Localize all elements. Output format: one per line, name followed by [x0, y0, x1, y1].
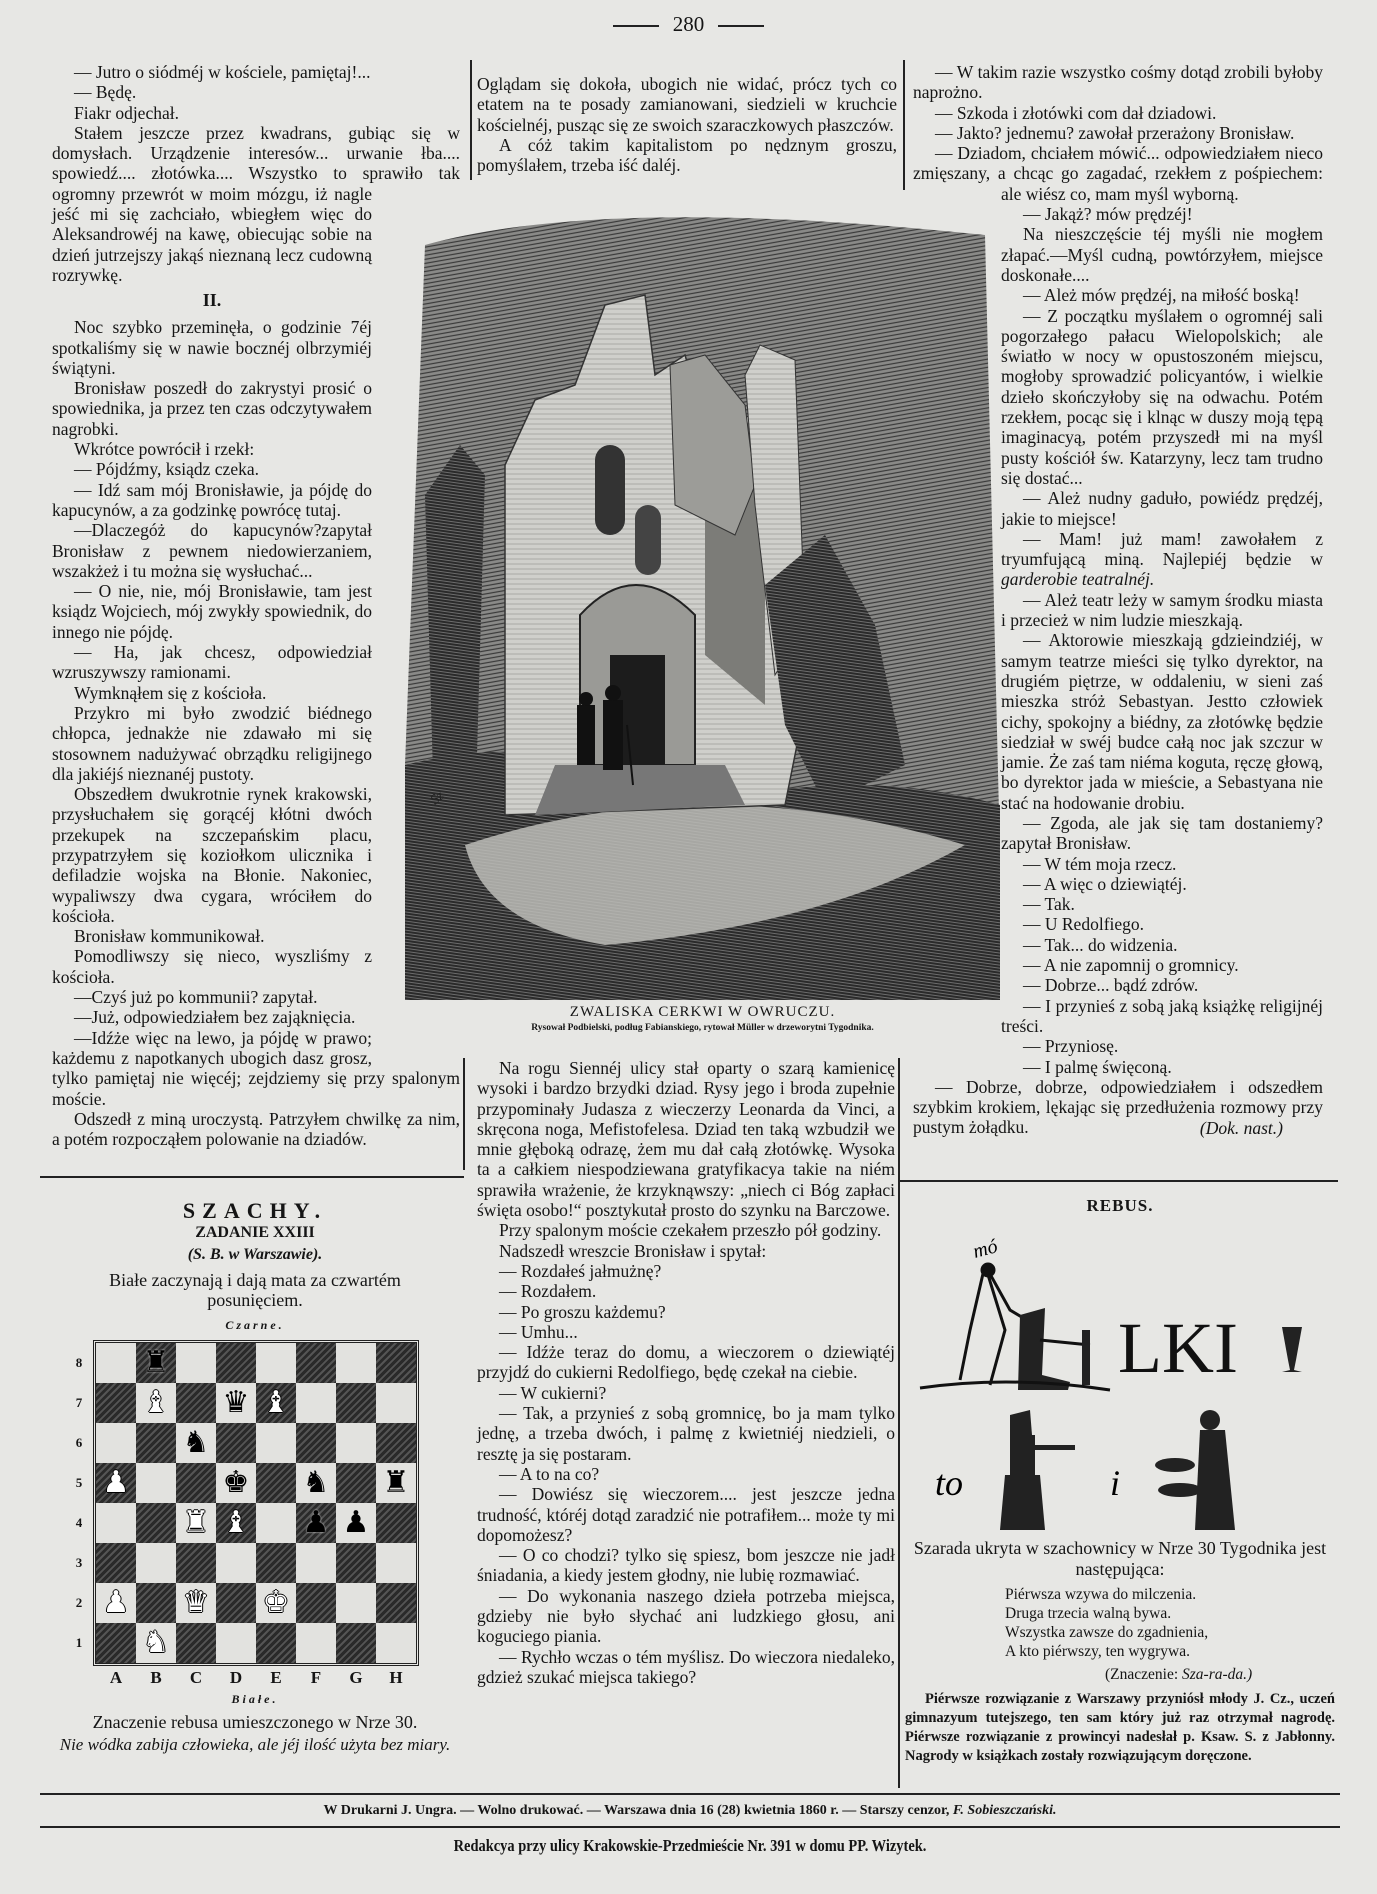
chess-square-a2 — [96, 1583, 136, 1623]
chess-square-d3 — [216, 1543, 256, 1583]
engraving-image — [405, 205, 1000, 1000]
paragraph-text: — Jakto? jednemu? zawołał przerażony Bronisław. — [935, 122, 1295, 143]
paragraph-text: Noc szybko przeminęła, o godzinie 7éj spotkaliśmy się w nawie bocznéj olbrzymiéj świątyni. — [52, 317, 372, 378]
paragraph-text: — Tak... do widzenia. — [1023, 934, 1178, 955]
rebus-word-i: i — [1110, 1463, 1121, 1503]
paragraph-text: — Tak, a przynieś z sobą gromnicę, bo ja mam tylko jednę, a trzeba dwóch, i palmę z kwietniéj niedzieli, o resztę ja się postaram. — [477, 1403, 895, 1464]
paragraph-text: — I palmę święconą. — [1023, 1056, 1172, 1077]
paragraph — [477, 1302, 895, 1322]
white-side-label: Białe. — [231, 1692, 279, 1706]
paragraph-text: — Rozdałem. — [499, 1281, 597, 1302]
paragraph-text: — Ależ mów prędzéj, na miłość boską! — [1023, 285, 1300, 306]
chess-square-g5 — [336, 1463, 376, 1503]
paragraph — [52, 103, 460, 123]
rank-label: 4 — [75, 1515, 83, 1530]
paragraph — [52, 1109, 460, 1150]
paragraph-text: — I przynieś z sobą jaką książkę religijnéj treści. — [1001, 995, 1323, 1036]
rank-label: 8 — [75, 1355, 83, 1370]
page-number-text: 280 — [672, 12, 705, 36]
rank-label: 1 — [75, 1635, 83, 1650]
paragraph-text: Przykro mi było zwodzić biédnego chłopca, jednakże nie zdawało mi się stosownem nadużywać obrządku religijnego dla jakiéjś nieznanéj pustoty. — [52, 702, 372, 784]
paragraph — [477, 1545, 895, 1586]
paragraph-text: — Idźże teraz do domu, a wieczorem o dziewiątéj przyjdź do cukierni Redolfiego, będę czekał na ciebie. — [477, 1342, 895, 1383]
charade-answer-label: (Znaczenie: — [1105, 1666, 1183, 1683]
continued-note: (Dok. nast.) — [1199, 1117, 1283, 1138]
chess-square-d8 — [216, 1343, 256, 1383]
paragraph-text: Fiakr odjechał. — [74, 102, 179, 123]
paragraph-text: Obszedłem dwukrotnie rynek krakowski, przysłuchałem się gorącéj kłótni dwóch przekupek na szczepańskim placu, przypatrzyłem się koziołkom ulicznika i defiladzie wojska na Błonie. Nakoniec, wypaliwszy dwa cygara, wróciłem do kościoła. — [52, 784, 372, 926]
paragraph — [477, 135, 897, 176]
paragraph — [52, 62, 460, 82]
boot-icon — [1018, 1308, 1070, 1390]
middle-column-top — [477, 74, 897, 175]
chess-square-c5 — [176, 1463, 216, 1503]
chess-piece-black-queen-icon: ♛ — [222, 1385, 250, 1420]
paragraph-text: — Pójdźmy, ksiądz czeka. — [74, 459, 259, 480]
chess-square-d7 — [216, 1383, 256, 1423]
rank-label: 2 — [75, 1595, 83, 1610]
chess-square-c2 — [176, 1583, 216, 1623]
poem-line: A kto piérwszy, ten wygrywa. — [1005, 1643, 1190, 1660]
chess-square-a6 — [96, 1423, 136, 1463]
paragraph-text: — Szkoda i złotówki com dał dziadowi. — [935, 102, 1217, 123]
chess-square-d6 — [216, 1423, 256, 1463]
paragraph — [913, 62, 1323, 103]
chess-problem-number: ZADANIE XXIII — [195, 1224, 315, 1241]
paragraph — [477, 1281, 895, 1301]
chess-square-b3 — [136, 1543, 176, 1583]
solvers-notice: Piérwsze rozwiązanie z Warszawy przyniósł młody J. Cz., uczeń gimnazyum tutejszego, ten sam który już raz otrzymał nagrodę. Piérwsze rozwiązanie z prowincyi nadesłał p. Ksaw. S. z Jabłonny. Nagrody w książkach zostały rozwiązującym doręczone. — [905, 1691, 1335, 1764]
chess-square-e2 — [256, 1583, 296, 1623]
rebus-label-top: mó — [970, 1235, 1000, 1263]
paragraph-text: — A nie zapomnij o gromnicy. — [1023, 955, 1239, 976]
chess-square-h3 — [376, 1543, 416, 1583]
file-label: H — [389, 1668, 403, 1687]
engraver-signature: Sz — [427, 788, 448, 809]
paragraph — [477, 1241, 895, 1261]
paragraph-text: Na nieszczęście téj myśli nie mogłem złapać.—Myśl cudną, powtórzyłem, miejsce doskonałe.... — [1001, 224, 1323, 285]
paragraph-text: — Ha, jak chcesz, odpowiedział wzruszywszy ramionami. — [52, 642, 372, 683]
chess-square-e4 — [256, 1503, 296, 1543]
section-heading: II. — [202, 290, 222, 311]
paragraph-text: — Do wykonania naszego dzieła potrzeba miejsca, gdzieby nie było słychać ani ludzkiego głosu, ani koguciego piania. — [477, 1585, 895, 1647]
chess-piece-black-king-icon: ♚ — [222, 1465, 250, 1500]
paragraph-text: Wkrótce powrócił i rzekł: — [74, 439, 255, 460]
paragraph — [477, 1261, 895, 1281]
chess-square-b8 — [136, 1343, 176, 1383]
chess-square-f3 — [296, 1543, 336, 1583]
column-rule — [898, 1058, 900, 1788]
paragraph-text: Bronisław kommunikował. — [74, 926, 265, 947]
chess-square-d4 — [216, 1503, 256, 1543]
paragraph-text: A cóż takim kapitalistom po nędznym groszu, pomyślałem, trzeba iść daléj. — [477, 134, 897, 176]
chess-square-d5 — [216, 1463, 256, 1503]
paragraph-text: — A więc o dziewiątéj. — [1023, 873, 1187, 894]
chess-square-b2 — [136, 1583, 176, 1623]
chess-square-e6 — [256, 1423, 296, 1463]
window — [635, 505, 661, 575]
paragraph-text: Wymknąłem się z kościoła. — [74, 682, 267, 703]
chess-square-h8 — [376, 1343, 416, 1383]
charade-intro: Szarada ukryta w szachownicy w Nrze 30 Tygodnika jest następująca: — [913, 1538, 1327, 1579]
paragraph-text: — Aktorowie mieszkają gdzieindziéj, w samym teatrze mieści się tylko dyrektor, na drugiém piętrze, w oddaleniu, w sieni zaś mieszka stróż Sebastyan. Jestto człowiek cichy, spokojny a biédny, za złotówkę będzie siedział w swéj budce całą noc jak szczur w jamie. Że zaś tam niéma koguta, ręczę głową, bo dyrektor jada w mieście, a Sebastyana nie stać na hodowanie drobiu. — [1001, 630, 1323, 813]
chess-piece-white-bishop-icon: ♝ — [222, 1505, 250, 1540]
chess-instruction: Białe zaczynają i dają mata za czwartém posunięciem. — [109, 1270, 401, 1310]
chess-square-f4 — [296, 1503, 336, 1543]
chess-square-g8 — [336, 1343, 376, 1383]
chess-piece-white-pawn-icon: ♟ — [102, 1465, 130, 1500]
chess-square-e1 — [256, 1623, 296, 1663]
paragraph-text: —Już, odpowiedziałem bez zająknięcia. — [74, 1007, 356, 1028]
paragraph-text: Nadszedł wreszcie Bronisław i spytał: — [499, 1240, 767, 1261]
chess-square-h5 — [376, 1463, 416, 1503]
rebus-title: REBUS. — [1086, 1196, 1154, 1215]
chess-square-h7 — [376, 1383, 416, 1423]
poem-line: Wszystka zawsze do zgadnienia, — [1005, 1624, 1209, 1641]
paragraph-text: — Ależ teatr leży w samym środku miasta i przecież w nim ludzie mieszkają. — [1001, 589, 1323, 631]
paragraph-text: — Dobrze... bądź zdrów. — [1023, 975, 1199, 996]
chess-square-e5 — [256, 1463, 296, 1503]
chess-problem-author: (S. B. w Warszawie). — [187, 1246, 323, 1263]
paragraph-text: — Dowiész się wieczorem.... jest jeszcze jedna trudność, któréj dotąd zaradzić nie potrafiłem... może ty mi dopomożesz? — [477, 1484, 895, 1545]
paragraph-text: Stałem jeszcze przez kwadrans, gubiąc się w domysłach. Urządzenie interesów... urwanie łba.... spowiedź.... złotówka.... Wszystko to sprawiło tak ogromny przewrót w moim mózgu, iż nagle jeść mi się zachciało, wbiegłem więc do Aleksandrowéj na kawę, obiecując sobie na dzień jutrzejszy jakąś nieznaną lecz cudowną rozrywkę. — [52, 122, 460, 285]
monk-with-tray-icon — [1155, 1410, 1235, 1530]
chess-square-e7 — [256, 1383, 296, 1423]
paragraph-text: —Dlaczegóż do kapucynów?zapytał Bronisław z pewnem niedowierzaniem, wszakżeż i tu można się wysłuchać... — [52, 520, 372, 581]
wine-glass-icon — [1282, 1327, 1302, 1372]
paragraph-text: Na rogu Siennéj ulicy stał oparty o szarą kamienicę wysoki i bardzo brzydki dziad. Rysy jego i broda zupełnie przypominały Judasza z wieczerzy Leonarda da Vinci, a skręcona noga, Mefistofelesa. Dziad ten taką wzbudził we mnie głęboką odrazę, żem mu dał całą złotówkę. Wysoka ta a całkiem niespodziewana gratyfikacya takie na niém sprawiła wrażenie, że krzyknąwszy: „niech ci Bóg zapłaci święta osobo!“ posztykutał prosto do szynku na Barczowe. — [477, 1058, 895, 1221]
paragraph-text: — U Redolfiego. — [1023, 914, 1145, 935]
column-rule — [463, 1058, 465, 1170]
chess-square-h4 — [376, 1503, 416, 1543]
file-label: A — [109, 1668, 123, 1687]
paragraph — [913, 103, 1323, 123]
window — [595, 445, 625, 535]
section-rule — [898, 1180, 1338, 1182]
chess-piece-black-knight-icon: ♞ — [182, 1425, 210, 1460]
file-label: D — [229, 1668, 243, 1687]
paragraph-text: Odszedł z miną uroczystą. Patrzyłem chwilkę za nim, a potém rozpocząłem polowanie na dziadów. — [52, 1108, 460, 1150]
chess-square-c8 — [176, 1343, 216, 1383]
chess-square-c4 — [176, 1503, 216, 1543]
chess-square-a5 — [96, 1463, 136, 1503]
chess-piece-white-bishop-icon: ♝ — [142, 1385, 170, 1420]
file-label: B — [150, 1668, 162, 1687]
woman-with-tray-icon — [1000, 1410, 1075, 1530]
chess-square-f2 — [296, 1583, 336, 1623]
paragraph-text: — Po groszu każdemu? — [499, 1301, 666, 1322]
chess-square-b4 — [136, 1503, 176, 1543]
chess-square-f7 — [296, 1383, 336, 1423]
section-rule — [40, 1793, 1340, 1795]
chess-square-d2 — [216, 1583, 256, 1623]
illustration-credit: Rysował Podbielski, podług Fabianskiego, rytował Müller w drzeworytni Tygodnika. — [531, 1023, 874, 1033]
chess-square-g3 — [336, 1543, 376, 1583]
rank-label: 7 — [75, 1395, 83, 1410]
illustration-ruined-church — [405, 205, 1000, 1000]
chess-piece-black-rook-icon: ♜ — [382, 1465, 410, 1500]
paragraph-text: — O co chodzi? tylko się spiesz, bom jeszcze nie jadł śniadania, a kiedy jestem głodny, nie lubię rozmawiać. — [477, 1545, 895, 1586]
paragraph — [477, 1647, 895, 1688]
chess-square-h1 — [376, 1623, 416, 1663]
chess-board — [93, 1340, 419, 1666]
censor-name: F. Sobieszczański. — [952, 1803, 1057, 1818]
chess-square-g4 — [336, 1503, 376, 1543]
paragraph — [913, 123, 1323, 143]
paragraph-text: — Tak. — [1023, 894, 1075, 915]
chess-piece-black-pawn-icon: ♟ — [342, 1505, 370, 1540]
imprint-text: W Drukarni J. Ungra. — Wolno drukować. — Warszawa dnia 16 (28) kwietnia 1860 r. — Starszy cenzor, — [323, 1803, 953, 1818]
paragraph — [477, 1403, 895, 1464]
chess-piece-black-pawn-icon: ♟ — [302, 1505, 330, 1540]
chess-square-e8 — [256, 1343, 296, 1383]
divider — [613, 25, 659, 27]
left-column — [52, 62, 460, 1149]
chess-square-a8 — [96, 1343, 136, 1383]
paragraph — [477, 1464, 895, 1484]
chess-square-e3 — [256, 1543, 296, 1583]
chess-square-a1 — [96, 1623, 136, 1663]
file-label: F — [310, 1668, 322, 1687]
chess-piece-white-queen-icon: ♛ — [182, 1585, 210, 1620]
paragraph-text: — Rozdałeś jałmużnę? — [499, 1260, 662, 1281]
paragraph-text: — Będę. — [74, 82, 137, 103]
paragraph-text: — Ależ nudny gaduło, powiédz prędzéj, jakie to miejsce! — [1001, 488, 1323, 529]
paragraph-text: Oglądam się dokoła, ubogich nie widać, prócz tych co etatem na te posady zamianowani, siedzieli w kruchcie kościelnéj, pusząc się ze swoich szaraczkowych płaszczów. — [477, 74, 897, 135]
paragraph-text: Pomodliwszy się nieco, wyszliśmy z kościoła. — [52, 946, 372, 987]
chess-square-g1 — [336, 1623, 376, 1663]
file-label: G — [349, 1668, 363, 1687]
chess-square-f6 — [296, 1423, 336, 1463]
illustration-caption: ZWALISKA CERKWI W OWRUCZU. — [569, 1004, 836, 1020]
rebus-answer-title: Znaczenie rebusa umieszczonego w Nrze 30. — [92, 1712, 418, 1732]
paragraph-italic-text: garderobie teatralnéj. — [1001, 569, 1155, 590]
paragraph-text: — Przyniosę. — [1023, 1036, 1119, 1057]
bootjack-post-icon — [1082, 1330, 1090, 1385]
chess-piece-black-rook-icon: ♜ — [142, 1345, 170, 1380]
imprint-line — [40, 1803, 1340, 1819]
paragraph — [477, 74, 897, 135]
chess-piece-white-bishop-icon: ♝ — [262, 1385, 290, 1420]
poem-line: Piérwsza wzywa do milczenia. — [1005, 1586, 1197, 1603]
charade-answer — [1105, 1666, 1252, 1684]
paragraph — [477, 1586, 895, 1647]
paragraph-text: — Zgoda, ale jak się tam dostaniemy? zapytał Bronisław. — [1001, 812, 1323, 854]
file-label: C — [189, 1668, 203, 1687]
ruined-wall-left — [425, 445, 485, 845]
chess-title: SZACHY. — [182, 1198, 328, 1223]
chess-square-g7 — [336, 1383, 376, 1423]
rank-label: 6 — [75, 1435, 83, 1450]
chess-square-f8 — [296, 1343, 336, 1383]
editorial-address: Redakcya przy ulicy Krakowskie-Przedmieście Nr. 391 w domu PP. Wizytek. — [453, 1836, 927, 1855]
paragraph — [477, 1058, 895, 1220]
paragraph-text: — W takim razie wszystko cośmy dotąd zrobili byłoby naprożno. — [913, 62, 1323, 103]
paragraph-text: — W tém moja rzecz. — [1023, 853, 1177, 874]
paragraph — [477, 1484, 895, 1545]
section-rule — [40, 1176, 464, 1178]
section-rule — [40, 1826, 1340, 1828]
chess-square-b1 — [136, 1623, 176, 1663]
paragraph-text: — Z początku myślałem o ogromnéj sali pogorzałego pałacu Wielopolskich; ale światło w nocy w opustoszoném miejscu, mogłoby sprowadzić policyantów, i wielkie dzieło skończyłoby się na odwachu. Potém rzekłem, pocąc się i klnąc w duszy moją tępą imaginacyą, potém przyszedł mi na myśl pusty kościół św. Katarzyny, lecz tam trudno się dostać... — [1001, 305, 1323, 488]
paragraph-text: — A to na co? — [499, 1463, 600, 1484]
chess-piece-white-knight-icon: ♞ — [142, 1625, 170, 1660]
paragraph — [477, 1383, 895, 1403]
rebus-picture — [910, 1220, 1340, 1530]
paragraph — [477, 1220, 895, 1240]
chess-square-f1 — [296, 1623, 336, 1663]
chess-piece-white-pawn-icon: ♟ — [102, 1585, 130, 1620]
chess-square-h2 — [376, 1583, 416, 1623]
chess-square-a4 — [96, 1503, 136, 1543]
paragraph — [52, 82, 460, 102]
file-label: E — [270, 1668, 282, 1687]
chess-square-a7 — [96, 1383, 136, 1423]
paragraph-text: — Idź sam mój Bronisławie, ja pójdę do kapucynów, a za godzinkę powrócę tutaj. — [52, 479, 372, 520]
chess-square-b6 — [136, 1423, 176, 1463]
rank-label: 5 — [75, 1475, 83, 1490]
chess-square-d1 — [216, 1623, 256, 1663]
column-rule — [903, 60, 905, 190]
chess-square-c1 — [176, 1623, 216, 1663]
charade-poem — [1005, 1585, 1208, 1661]
paragraph-text: — O nie, nie, mój Bronisławie, tam jest ksiądz Wojciech, mój zwykły spowiednik, do innego nie pójdę. — [52, 581, 372, 642]
middle-column-bottom — [477, 1058, 895, 1687]
page-number — [0, 12, 1377, 37]
black-side-label: Czarne. — [225, 1318, 285, 1332]
paragraph-text: — Dobrze, dobrze, odpowiedziałem i odszedłem szybkim krokiem, lękając się przedłużenia rozmowy przy pustym żołądku. — [913, 1076, 1323, 1138]
column-rule — [470, 60, 472, 180]
chess-square-c7 — [176, 1383, 216, 1423]
chess-square-f5 — [296, 1463, 336, 1503]
rebus-word-to: to — [935, 1463, 964, 1503]
paragraph-text: — Jutro o siódméj w kościele, pamiętaj!... — [74, 62, 371, 82]
poem-line: Druga trzecia walną bywa. — [1005, 1605, 1172, 1622]
chess-square-b5 — [136, 1463, 176, 1503]
paragraph-text: —Idźże więc na lewo, ja pójdę w prawo; każdemu z napotkanych ubogich dasz grosz, tylko pamiętaj nie więcéj; zejdziemy się przy spalonym moście. — [52, 1027, 460, 1109]
paragraph-text: — Jakąż? mów prędzéj! — [1023, 204, 1193, 225]
paragraph-text: — Rychło wczas o tém myślisz. Do wieczora niedaleko, gdzież szukać miejsca takiego? — [477, 1646, 895, 1687]
rebus-letters: LKI — [1118, 1308, 1238, 1388]
chess-square-c6 — [176, 1423, 216, 1463]
chess-piece-white-king-icon: ♚ — [262, 1585, 290, 1620]
paragraph-text: Przy spalonym moście czekałem przeszło pół godziny. — [499, 1220, 882, 1241]
paragraph-text: — Dziadom, chciałem mówić... odpowiedziałem nieco zmięszany, a chcąc go zagadać, rzekłem z pośpiechem: ale wiész co, mam myśl wyborną. — [913, 143, 1323, 204]
chess-square-a3 — [96, 1543, 136, 1583]
paragraph-text: — Umhu... — [499, 1321, 578, 1342]
chess-square-b7 — [136, 1383, 176, 1423]
chess-piece-black-knight-icon: ♞ — [302, 1465, 330, 1500]
chess-square-g2 — [336, 1583, 376, 1623]
paragraph — [477, 1342, 895, 1383]
rebus-answer-text: Nie wódka zabija człowieka, ale jéj ilość użyta bez miary. — [59, 1735, 451, 1754]
paragraph — [477, 1322, 895, 1342]
chess-piece-white-rook-icon: ♜ — [182, 1505, 210, 1540]
divider — [718, 25, 764, 27]
chess-square-g6 — [336, 1423, 376, 1463]
paragraph-text: Bronisław poszedł do zakrystyi prosić o spowiednika, ja przez ten czas odczytywałem nagrobki. — [52, 378, 372, 439]
right-column — [913, 62, 1323, 1138]
chess-square-c3 — [176, 1543, 216, 1583]
charade-answer-value: Sza-ra-da.) — [1182, 1666, 1253, 1683]
paragraph-text: —Czyś już po kommunii? zapytał. — [74, 987, 318, 1008]
paragraph-text: — W cukierni? — [499, 1382, 607, 1403]
paragraph-text: — Mam! już mam! zawołałem z tryumfującą miną. Najlepiéj będzie w — [1001, 528, 1323, 570]
chess-square-h6 — [376, 1423, 416, 1463]
rank-label: 3 — [75, 1555, 83, 1570]
